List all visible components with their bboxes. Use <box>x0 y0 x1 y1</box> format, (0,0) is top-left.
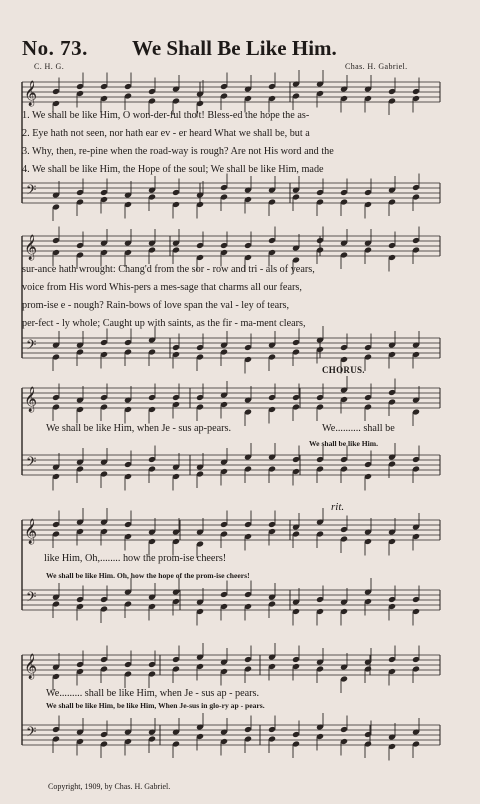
verse-4-line-2: per-fect - ly whole; Caught up with saints, as the fir - ma-ment clears, <box>22 318 306 329</box>
bass-clef: 𝄢 <box>26 454 37 473</box>
bass-clef: 𝄢 <box>26 337 37 356</box>
verse-1-line-2: sur-ance hath wrought: Chang'd from the sor - row and tri - als of years, <box>22 264 315 275</box>
verse-3-line-1: 3. Why, then, re-pine when the road-way is rough? Are not His word and the <box>22 146 334 157</box>
music-credit: Chas. H. Gabriel. <box>345 62 408 71</box>
words-credit: C. H. G. <box>34 62 65 71</box>
verse-2-line-1: 2. Eye hath not seen, nor hath ear ev - er heard What we shall be, but a <box>22 128 310 139</box>
treble-clef: 𝄞 <box>24 235 38 260</box>
hymn-title: We Shall Be Like Him. <box>132 36 337 60</box>
treble-clef: 𝄞 <box>24 654 38 679</box>
verse-4-line-1: 4. We shall be like Him, the Hope of the soul; We shall be like Him, made <box>22 164 324 175</box>
chorus-line-4-bass: We shall be like Him. Oh, how the hope of the prom-ise cheers! <box>46 571 250 580</box>
bass-clef: 𝄢 <box>26 724 37 743</box>
copyright-notice: Copyright, 1909, by Chas. H. Gabriel. <box>48 782 171 791</box>
hymn-number: No. 73. <box>22 36 88 60</box>
chorus-label: CHORUS. <box>322 365 365 375</box>
verse-2-line-2: voice from His word Whis-pers a mes-sage that charms all our fears, <box>22 282 302 293</box>
treble-clef: 𝄞 <box>24 519 38 544</box>
rit-marking: rit. <box>331 501 345 513</box>
refrain-line-3: We shall be like Him, when Je - sus ap-pears. <box>46 423 232 434</box>
chorus-line-5-bass: We shall be like Him, be like Him, When Je-sus in glo-ry ap - pears. <box>46 701 265 710</box>
verse-1-line-1: 1. We shall be like Him, O won-der-ful tho't! Bless-ed the hope the as- <box>22 110 310 121</box>
treble-clef: 𝄞 <box>24 387 38 412</box>
chorus-line-3-bass: We shall be like Him. <box>309 439 378 448</box>
verse-3-line-2: prom-ise e - nough? Rain-bows of love span the val - ley of tears, <box>22 300 290 311</box>
bass-clef: 𝄢 <box>26 182 37 201</box>
chorus-line-3-soprano: We.......... shall be <box>322 423 395 434</box>
chorus-line-5-soprano: We......... shall be like Him, when Je - sus ap - pears. <box>46 688 260 699</box>
chorus-line-4-soprano: like Him, Oh,........ how the prom-ise cheers! <box>44 553 227 564</box>
treble-clef: 𝄞 <box>24 81 38 106</box>
bass-clef: 𝄢 <box>26 589 37 608</box>
